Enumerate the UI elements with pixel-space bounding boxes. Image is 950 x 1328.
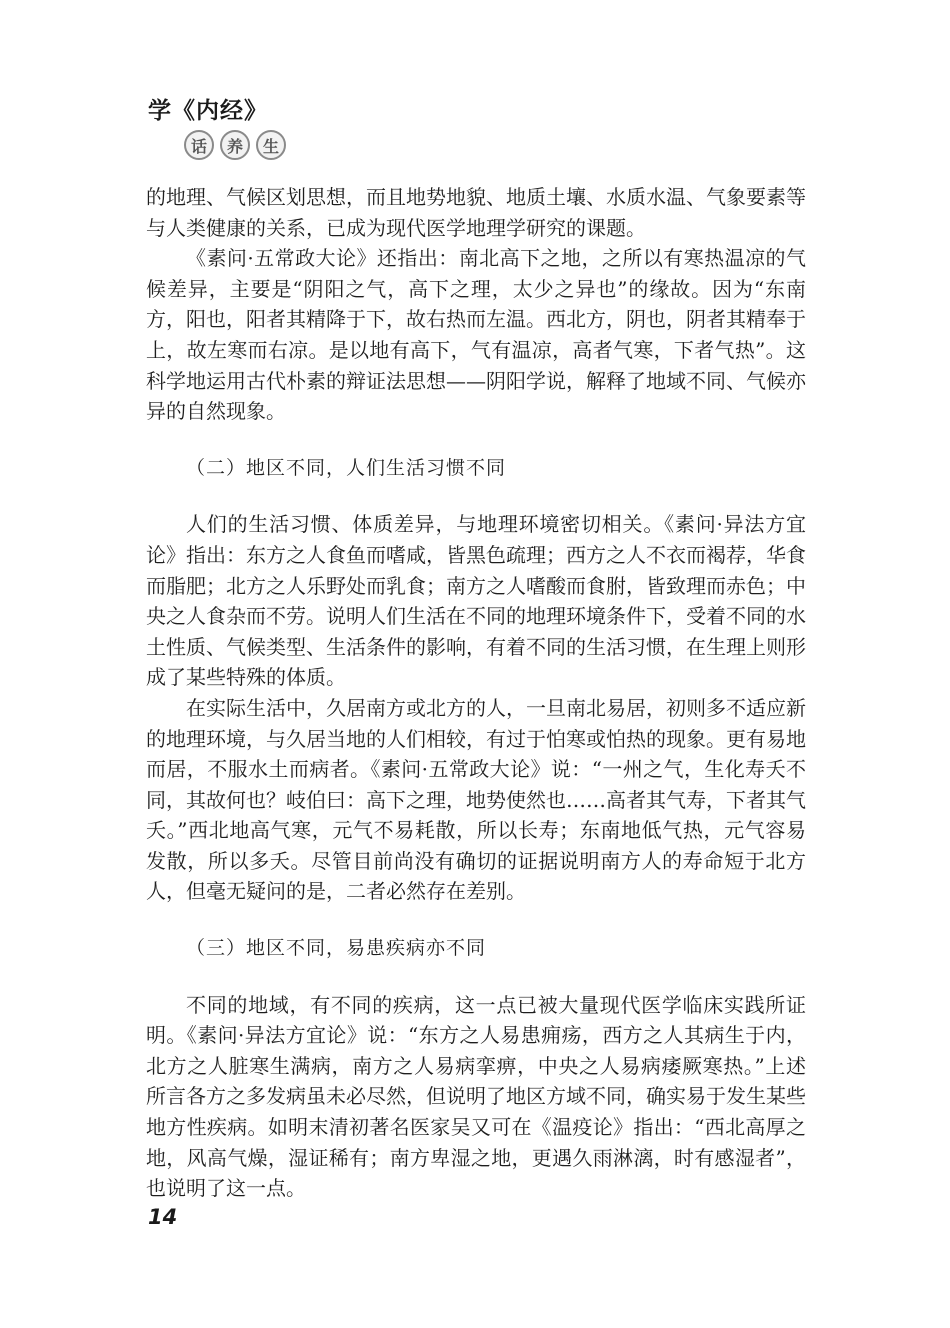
subtitle-char-3: 生 [256, 130, 286, 160]
paragraph-regional-diseases: 不同的地域，有不同的疾病，这一点已被大量现代医学临床实践所证明。《素问·异法方宜论》说：“东方之人易患痈疡，西方之人其病生于内，北方之人脏寒生满病，南方之人易病挛痹，中央之人易病痿厥寒热。”上述所言各方之多发病虽未必尽然，但说明了地区方域不同，确实易于发生某些地方性疾病。如明末清初著名医家吴又可在《温疫论》指出：“西北高厚之地，风高气燥，湿证稀有；南方卑湿之地，更遇久雨淋漓，时有感湿者”，也说明了这一点。 [146, 992, 806, 1201]
subtitle-badges [184, 130, 286, 160]
page-body [146, 182, 806, 1204]
book-title: 学《内经》 [148, 98, 268, 124]
section-heading-2: （二）地区不同，人们生活习惯不同 [186, 456, 507, 479]
paragraph-continued: 的地理、气候区划思想，而且地势地貌、地质土壤、水质水温、气象要素等与人类健康的关系，已成为现代医学地理学研究的课题。 [146, 185, 806, 240]
paragraph-suwen-wuchang: 《素问·五常政大论》还指出：南北高下之地，之所以有寒热温凉的气候差异，主要是“阴阳之气，高下之理，太少之异也”的缘故。因为“东南方，阳也，阳者其精降于下，故右热而左温。西北方，阴也，阴者其精奉于上，故左寒而右凉。是以地有高下，气有温凉，高者气寒，下者气热”。这科学地运用古代朴素的辩证法思想——阴阳学说，解释了地域不同、气候亦异的自然现象。 [146, 246, 806, 424]
running-header [148, 96, 286, 160]
subtitle-char-2: 养 [220, 130, 250, 160]
paragraph-relocation: 在实际生活中，久居南方或北方的人，一旦南北易居，初则多不适应新的地理环境，与久居当地的人们相较，有过于怕寒或怕热的现象。更有易地而居，不服水土而病者。《素问·五常政大论》说：“一州之气，生化寿夭不同，其故何也？岐伯曰：高下之理，地势使然也……高者其气寿，下者其气夭。”西北地高气寒，元气不易耗散，所以长寿；东南地低气热，元气容易发散，所以多夭。尽管目前尚没有确切的证据说明南方人的寿命短于北方人，但毫无疑问的是，二者必然存在差别。 [146, 695, 806, 904]
section-heading-3: （三）地区不同，易患疾病亦不同 [186, 937, 487, 960]
subtitle-char-1: 话 [184, 130, 214, 160]
paragraph-living-habits: 人们的生活习惯、体质差异，与地理环境密切相关。《素问·异法方宜论》指出：东方之人食鱼而嗜咸，皆黑色疏理；西方之人不衣而褐荐，华食而脂肥；北方之人乐野处而乳食；南方之人嗜酸而食胕，皆致理而赤色；中央之人食杂而不劳。说明人们生活在不同的地理环境条件下，受着不同的水土性质、气候类型、生活条件的影响，有着不同的生活习惯，在生理上则形成了某些特殊的体质。 [146, 512, 806, 690]
page-number: 14 [148, 1205, 178, 1229]
